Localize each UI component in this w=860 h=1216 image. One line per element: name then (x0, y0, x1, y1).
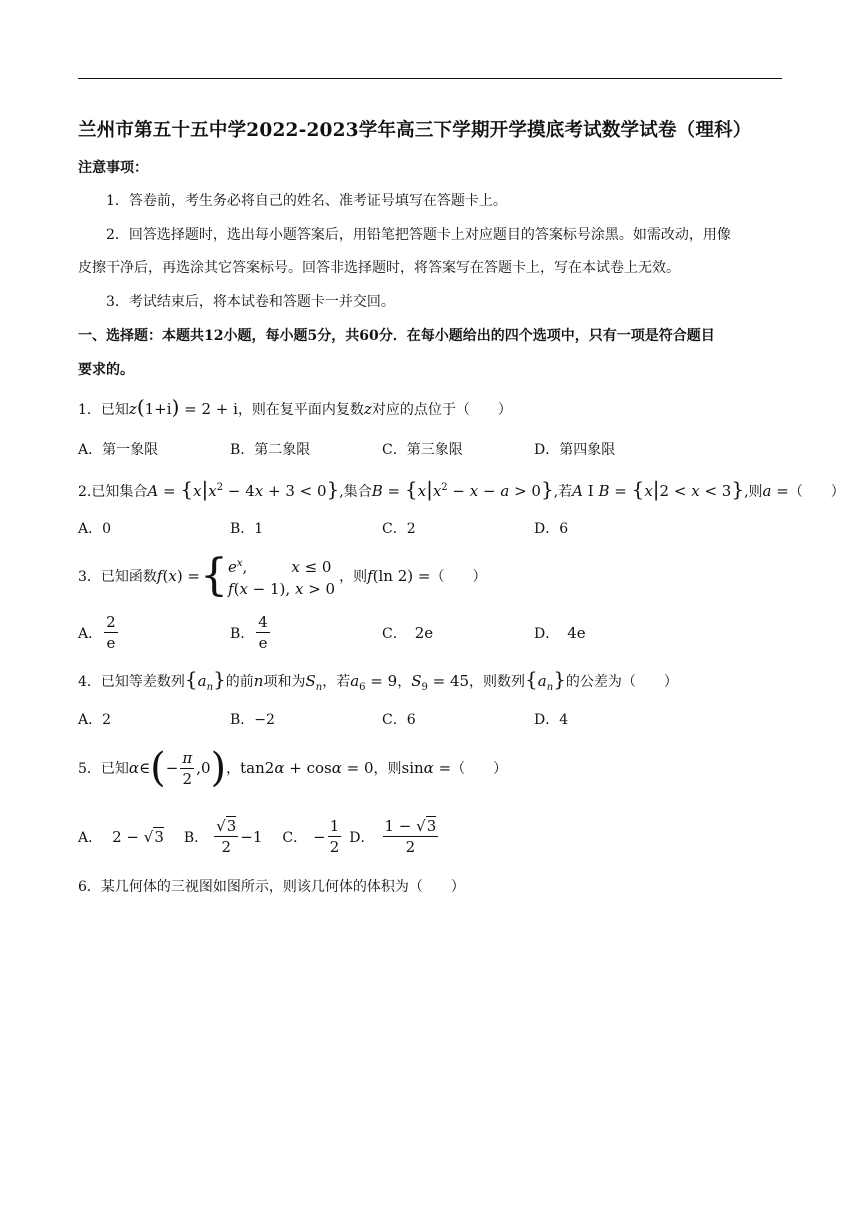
q3-post: （ ） (430, 569, 487, 585)
q3-option-d-value: 4e (567, 624, 586, 642)
q3-brace: { (200, 550, 229, 601)
q1-option-a: A．第一象限 (78, 442, 159, 458)
q1-option-b: B．第二象限 (230, 442, 311, 458)
q1-formula-b: 1+i (144, 400, 172, 418)
q4-option-c: C．6 (382, 712, 416, 728)
section-heading-cont: 要求的。 (78, 362, 134, 378)
q3-mid: ，则 (339, 569, 368, 585)
q5-pre: 5．已知 (78, 761, 129, 777)
q3-option-b: B． $\frac{4}{e}$ (230, 613, 268, 652)
q5-post: （ ） (451, 761, 508, 777)
q2-formula-a: = $\{x|x^2 - 4x + 3 < 0\}$ (158, 477, 340, 501)
q3-option-d: D． 4e (534, 624, 586, 642)
q4-mid3: ，若 (322, 674, 351, 690)
q2-intersection: A (572, 482, 583, 500)
q1-option-c: C．第三象限 (382, 442, 463, 458)
q5-option-c-label: C． (282, 829, 308, 846)
q4-mid1: 的前 (225, 674, 254, 690)
section-heading: 一、选择题：本题共12小题，每小题5分，共60分．在每小题给出的四个选项中，只有一项是符合题目 (78, 328, 715, 344)
q5-option-c-value: $\frac{1}{2}$ (329, 817, 340, 856)
q1-paren-open: ( (136, 395, 145, 419)
q2-option-c: C．2 (382, 521, 416, 537)
q5-option-d-label: D． (349, 829, 375, 846)
q3-expr: f (367, 567, 373, 585)
notice-item-2: 2．回答选择题时，选出每小题答案后，用铅笔把答题卡上对应题目的答案标号涂黑。如需改动，用像 (106, 227, 731, 243)
q5-option-a-label: A． (78, 829, 103, 846)
q2-mid3: ,则 (744, 484, 763, 500)
q3-option-b-value: $\frac{4}{e}$ (258, 613, 268, 652)
q4-post: 的公差为（ ） (565, 674, 678, 690)
q4-pre: 4．已知等差数列 (78, 674, 185, 690)
q2-option-a: A．0 (78, 521, 112, 537)
q4-option-a: A．2 (78, 712, 112, 728)
q4-option-b: B．−2 (230, 712, 275, 728)
q5-option-c-minus: − (313, 827, 326, 846)
q1-option-d: D．第四象限 (534, 442, 616, 458)
q3-formula: f (156, 567, 163, 585)
q3-pre: 3．已知函数 (78, 569, 157, 585)
q5-pi-half: $\frac{\pi}{2}$ (182, 748, 193, 788)
notice-item-2-cont: 皮擦干净后，再选涂其它答案标号。回答非选择题时，将答案写在答题卡上，写在本试卷上无效。 (78, 260, 680, 276)
notice-item-3: 3．考试结束后，将本试卷和答题卡一并交回。 (106, 294, 395, 310)
q1-formula-c: = 2 + i (179, 400, 238, 418)
q5-equation: tan2α + cosα = 0 (240, 759, 374, 777)
q5-minus: − (165, 759, 179, 777)
question-4: 4．已知等差数列$\{a_n\}$的前n项和为$S_n$，若$a_6 = 9$，$S_9 = 45$，则数列$\{a_n\}$的公差为（ ） (78, 667, 678, 693)
q4-option-d: D．4 (534, 712, 569, 728)
q2-set-a: A (147, 482, 159, 500)
q2-post: （ ） (788, 484, 845, 500)
q5-option-a-value: 2 − √3 (112, 827, 164, 846)
q5-options (78, 816, 440, 857)
q2-formula-b: = $\{x|x^2 - x - a > 0\}$ (382, 477, 554, 501)
q3-option-a-value: $\frac{2}{e}$ (106, 613, 116, 652)
q1-post: 对应的点位于（ ） (371, 402, 512, 418)
q2-option-b: B．1 (230, 521, 264, 537)
q4-mid2: 项和为 (263, 674, 306, 690)
q1-formula: z (128, 400, 137, 418)
header-rule (78, 78, 782, 79)
q1-paren-close: ) (171, 395, 180, 419)
question-1 (78, 397, 512, 420)
question-2 (78, 476, 845, 504)
q4-n: n (253, 672, 264, 690)
q3-expr-arg: (ln 2) = (372, 567, 431, 585)
page-title: 兰州市第五十五中学2022-2023学年高三下学期开学摸底考试数学试卷（理科） (78, 120, 752, 141)
q1-mid: ，则在复平面内复数 (237, 402, 364, 418)
q4-a6: a (350, 672, 360, 690)
q1-var: z (363, 400, 372, 418)
q5-in: ∈ (139, 759, 151, 777)
notice-item-1: 1．答卷前，考生务必将自己的姓名、准考证号填写在答题卡上。 (106, 193, 507, 209)
q5-mid: ， (226, 761, 241, 777)
q5-alpha: α (128, 759, 140, 777)
q5-sin: sinα = (401, 759, 452, 777)
q2-pre: 2.已知集合 (78, 484, 148, 500)
q2-eq: = (771, 482, 789, 500)
q5-zero: ,0 (196, 759, 211, 777)
q5-mid2: ，则 (373, 761, 402, 777)
q3-option-c: C． 2e (382, 624, 434, 642)
q4-s9: S (411, 672, 422, 690)
question-6: 6．某几何体的三视图如图所示，则该几何体的体积为（ ） (78, 879, 465, 895)
q5-paren-open: ( (150, 745, 166, 791)
q3-formula-x: (x) = (162, 567, 201, 585)
question-5 (78, 745, 507, 791)
q5-option-b-value: $\frac{√3}{2}$ (216, 817, 237, 856)
q2-formula-c: I B = {x|2 < x < 3} (582, 477, 745, 501)
q5-option-b-tail: −1 (240, 827, 263, 846)
q2-var-a: a (762, 482, 772, 500)
q2-mid1: ,集合 (339, 484, 372, 500)
q3-option-c-value: 2e (414, 624, 434, 642)
question-3 (78, 550, 487, 601)
q2-mid2: ,若 (553, 484, 573, 500)
q5-option-d-value: $\frac{1 - √3}{2}$ (384, 817, 437, 856)
q1-pre: 1．已知 (78, 402, 129, 418)
q5-option-b-label: B． (183, 829, 209, 846)
q4-mid5: ，则数列 (469, 674, 526, 690)
q2-set-b: B (371, 482, 383, 500)
q4-sn: S (305, 672, 316, 690)
q3-option-a: A． $\frac{2}{e}$ (78, 613, 116, 652)
q5-paren-close: ) (210, 745, 227, 791)
q4-mid4: ， (397, 674, 412, 690)
notice-heading: 注意事项： (78, 160, 148, 176)
q2-option-d: D．6 (534, 521, 569, 537)
q3-piecewise: $e^x$, x ≤ 0 f(x − 1), x > 0 (228, 557, 336, 598)
